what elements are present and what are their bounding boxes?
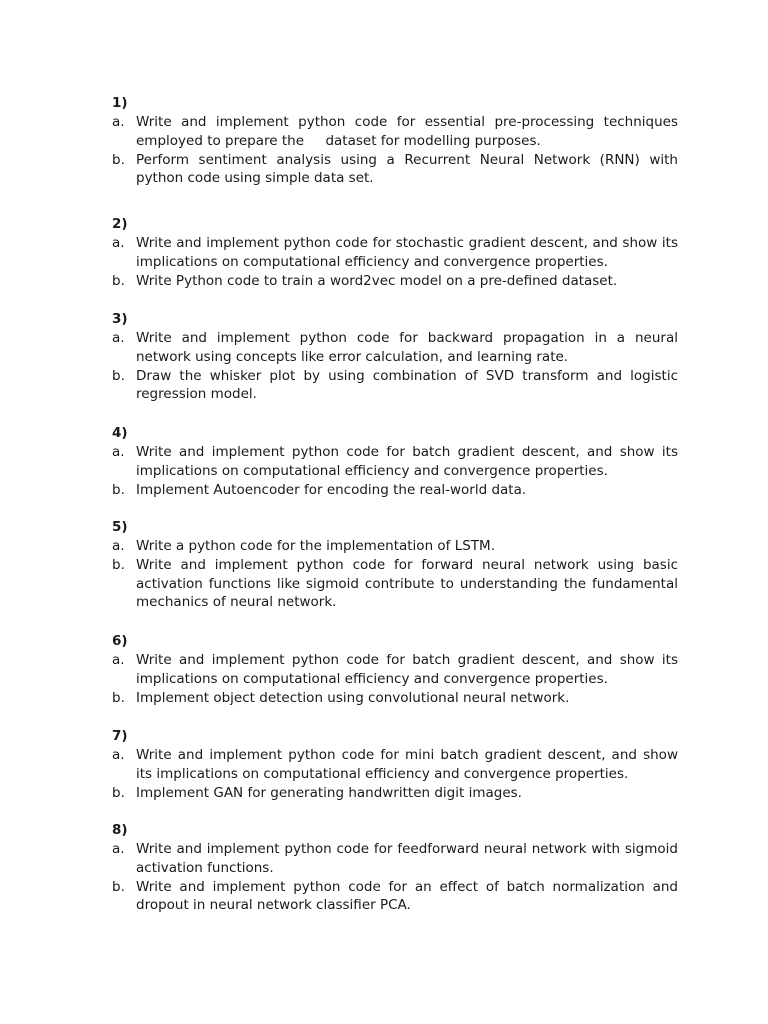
item-text: Write and implement python code for an effect of batch normalization and dropout in neural network classifier PCA. — [136, 878, 678, 914]
question-number: 4) — [112, 425, 128, 441]
question-number: 1) — [112, 95, 128, 111]
item-text: Write and implement python code for stochastic gradient descent, and show its implications on computational efficiency and convergence properties. — [136, 235, 678, 270]
item-text: Write and implement python code for essential pre-processing techniques employed to prepare the dataset for modelling purposes. — [136, 114, 678, 149]
item-marker: b. — [112, 481, 125, 498]
item-text: Implement Autoencoder for encoding the real-world data. — [136, 481, 527, 498]
item-marker: b. — [112, 689, 125, 706]
question-number: 3) — [112, 311, 128, 327]
question-item-b — [112, 878, 678, 916]
question-number: 7) — [112, 728, 128, 744]
question-item-b — [112, 784, 678, 803]
item-text: Implement object detection using convolutional neural network. — [136, 689, 570, 706]
item-text: Implement GAN for generating handwritten digit images. — [136, 784, 522, 801]
question-item-b — [112, 367, 678, 405]
item-marker: b. — [112, 878, 125, 895]
question-item-b — [112, 151, 678, 189]
item-marker: a. — [112, 841, 125, 857]
item-marker: a. — [112, 538, 125, 554]
question-item-a — [112, 113, 678, 151]
question-3 — [112, 310, 678, 404]
item-marker: a. — [112, 114, 125, 130]
item-marker: b. — [112, 151, 125, 168]
question-number: 8) — [112, 822, 128, 838]
question-item-b — [112, 556, 678, 612]
question-7 — [112, 727, 678, 802]
question-item-a — [112, 443, 678, 481]
question-5 — [112, 518, 678, 612]
question-1 — [112, 94, 678, 188]
question-number: 2) — [112, 216, 128, 232]
question-2 — [112, 215, 678, 290]
item-text: Perform sentiment analysis using a Recurrent Neural Network (RNN) with python code using simple data set. — [136, 151, 678, 187]
item-marker: a. — [112, 747, 125, 763]
item-text: Draw the whisker plot by using combination of SVD transform and logistic regression model. — [136, 367, 678, 403]
item-marker: a. — [112, 235, 125, 251]
item-text: Write Python code to train a word2vec model on a pre-defined dataset. — [136, 272, 618, 289]
item-marker: b. — [112, 556, 125, 573]
question-item-b — [112, 272, 678, 291]
item-text: Write and implement python code for forward neural network using basic activation functions like sigmoid contribute to understanding the fundamental mechanics of neural network. — [136, 556, 678, 611]
item-marker: a. — [112, 444, 125, 460]
question-item-b — [112, 689, 678, 708]
item-marker: b. — [112, 272, 125, 289]
question-8 — [112, 821, 678, 915]
question-number: 6) — [112, 633, 128, 649]
question-4 — [112, 424, 678, 499]
question-item-a — [112, 840, 678, 878]
item-text: Write and implement python code for mini batch gradient descent, and show its implications on computational efficiency and convergence properties. — [136, 747, 678, 782]
question-item-a — [112, 234, 678, 272]
item-text: Write and implement python code for backward propagation in a neural network using concepts like error calculation, and learning rate. — [136, 330, 678, 365]
item-marker: b. — [112, 367, 125, 384]
question-item-b — [112, 481, 678, 500]
question-item-a — [112, 746, 678, 784]
item-marker: a. — [112, 652, 125, 668]
item-text: Write and implement python code for feedforward neural network with sigmoid activation functions. — [136, 841, 678, 876]
item-text: Write and implement python code for batch gradient descent, and show its implications on computational efficiency and convergence properties. — [136, 444, 678, 479]
item-marker: b. — [112, 784, 125, 801]
item-text: Write a python code for the implementation of LSTM. — [136, 538, 495, 554]
item-marker: a. — [112, 330, 125, 346]
question-6 — [112, 632, 678, 707]
question-number: 5) — [112, 519, 128, 535]
question-item-a — [112, 651, 678, 689]
item-text: Write and implement python code for batch gradient descent, and show its implications on computational efficiency and convergence properties. — [136, 652, 678, 687]
question-item-a — [112, 537, 678, 556]
question-item-a — [112, 329, 678, 367]
